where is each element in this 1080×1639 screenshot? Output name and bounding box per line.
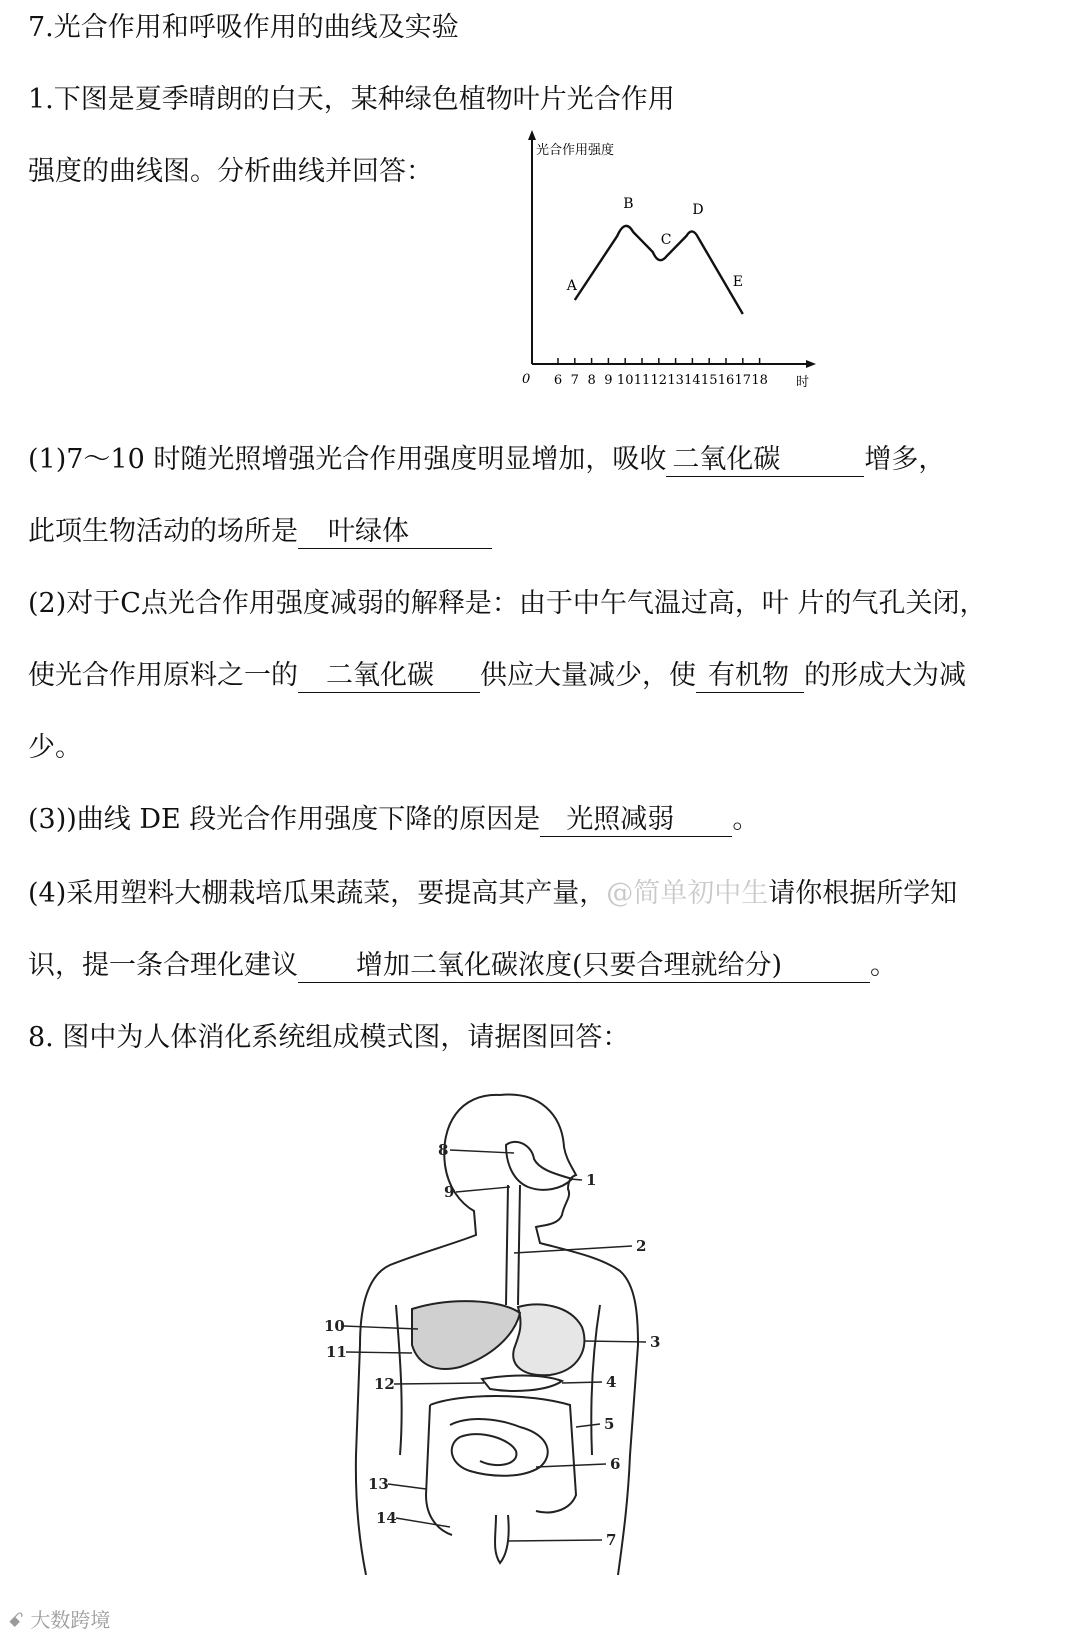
q1-part3-text-b: 。 [732, 804, 760, 835]
point-label-D: D [692, 202, 704, 218]
leader-line-11 [346, 1352, 412, 1353]
part-label-13: 13 [368, 1475, 389, 1493]
answer-blank-co2-1[interactable]: 二氧化碳 [666, 444, 864, 477]
answer-blank-organic-matter[interactable]: 有机物 [696, 660, 804, 693]
part-label-4: 4 [606, 1373, 617, 1391]
q1-part2-line1: (2)对于C点光合作用强度减弱的解释是：由于中午气温过高，叶 片的气孔关闭， [28, 588, 987, 619]
q1-part1-line1 [28, 440, 945, 480]
photosynthesis-curve [575, 226, 743, 314]
mouth-area [506, 1142, 572, 1190]
digestive-system-diagram [300, 1075, 680, 1575]
q1-part1-text-a: (1)7～10 时随光照增强光合作用强度明显增加，吸收 [28, 444, 667, 475]
part-label-7: 7 [606, 1531, 617, 1549]
part-label-5: 5 [604, 1415, 615, 1433]
esophagus [506, 1185, 520, 1305]
q1-part2-text-b: 使光合作用原料之一的 [28, 660, 298, 691]
x-tick-label: 17 [734, 373, 752, 388]
part-label-1: 1 [586, 1171, 597, 1189]
part-label-11: 11 [326, 1343, 347, 1361]
stomach [513, 1304, 584, 1375]
answer-blank-suggestion[interactable]: 增加二氧化碳浓度(只要合理就给分) [298, 950, 870, 983]
q1-stem-line1: 1.下图是夏季晴朗的白天，某种绿色植物叶片光合作用 [28, 84, 675, 115]
q1-part2-line3: 少。 [28, 732, 82, 763]
rectum [495, 1515, 509, 1563]
point-label-E: E [732, 274, 744, 290]
leader-line-8 [450, 1150, 514, 1153]
y-axis-arrow [528, 130, 536, 140]
small-intestine [450, 1419, 548, 1476]
x-tick-label: 6 [553, 373, 563, 388]
part-label-8: 8 [438, 1141, 449, 1159]
logo-icon: ꗃ [8, 1608, 24, 1632]
q1-part4-text-b: 请你根据所学知 [768, 878, 958, 909]
answer-blank-co2-2[interactable]: 二氧化碳 [298, 660, 480, 693]
part-label-2: 2 [636, 1237, 647, 1255]
q1-part3-line [28, 800, 759, 840]
x-axis-arrow [806, 360, 816, 368]
section-title: 7.光合作用和呼吸作用的曲线及实验 [28, 12, 459, 43]
leader-line-14 [396, 1518, 450, 1527]
x-ticks [554, 358, 768, 388]
x-tick-label: 13 [667, 373, 684, 388]
x-tick-label: 11 [633, 373, 651, 388]
leader-line-10 [344, 1326, 418, 1329]
logo-text: 大数跨境 [30, 1608, 111, 1632]
x-tick-label: 12 [650, 373, 668, 388]
digestive-organs [412, 1142, 584, 1563]
liver [412, 1301, 520, 1369]
point-labels [566, 196, 743, 294]
q1-part2-text-c: 供应大量减少，使 [480, 660, 696, 691]
q1-part4-text-a: (4)采用塑料大棚栽培瓜果蔬菜，要提高其产量， [28, 878, 607, 909]
q1-part1-text-b: 增多， [864, 444, 946, 475]
leader-line-4 [562, 1382, 602, 1383]
photosynthesis-chart [510, 128, 820, 400]
part-label-14: 14 [376, 1509, 397, 1527]
q1-part2-line2 [28, 656, 966, 696]
leader-line-5 [576, 1424, 600, 1427]
pancreas [482, 1376, 562, 1391]
q1-part1-text-c: 此项生物活动的场所是 [28, 516, 298, 547]
point-label-B: B [623, 196, 634, 212]
leader-line-1 [570, 1179, 582, 1180]
leader-line-12 [394, 1383, 484, 1384]
part-label-10: 10 [324, 1317, 345, 1335]
part-label-3: 3 [650, 1333, 661, 1351]
point-label-C: C [660, 232, 672, 248]
x-tick-label: 15 [700, 373, 718, 388]
leader-line-6 [536, 1464, 606, 1467]
q1-part3-text-a: (3))曲线 DE 段光合作用强度下降的原因是 [28, 804, 541, 835]
q2-stem: 8. 图中为人体消化系统组成模式图，请据图回答： [28, 1022, 630, 1053]
leader-line-3 [584, 1341, 646, 1342]
leader-line-7 [508, 1540, 602, 1541]
part-label-9: 9 [444, 1183, 455, 1201]
q1-part2-text-d: 的形成大为减 [804, 660, 966, 691]
x-tick-label: 9 [604, 373, 613, 388]
x-tick-label: 16 [717, 373, 735, 388]
q1-part4-text-d: 。 [870, 950, 897, 981]
point-label-A: A [566, 278, 577, 294]
q1-stem-line2: 强度的曲线图。分析曲线并回答： [28, 156, 433, 187]
answer-blank-light-weakens[interactable]: 光照减弱 [540, 804, 732, 837]
origin-label: 0 [522, 372, 531, 387]
y-axis-label: 光合作用强度 [536, 143, 615, 158]
x-tick-label: 8 [587, 373, 596, 388]
leader-line-13 [388, 1484, 426, 1489]
footer-logo [8, 1604, 110, 1633]
x-axis-label: 时 [796, 375, 810, 390]
x-tick-label: 14 [684, 373, 701, 388]
leader-line-9 [456, 1187, 510, 1192]
x-tick-label: 7 [570, 373, 579, 388]
part-label-12: 12 [374, 1375, 395, 1393]
q1-part1-line2 [28, 512, 492, 552]
x-tick-label: 10 [616, 373, 634, 388]
q1-part4-line1 [28, 874, 957, 914]
part-label-6: 6 [610, 1455, 621, 1473]
x-tick-label: 18 [751, 373, 768, 388]
q1-part4-text-c: 识，提一条合理化建议 [28, 950, 298, 981]
answer-blank-chloroplast[interactable]: 叶绿体 [298, 516, 492, 549]
watermark-text: @简单初中生 [606, 878, 769, 909]
q1-part4-line2 [28, 946, 897, 986]
